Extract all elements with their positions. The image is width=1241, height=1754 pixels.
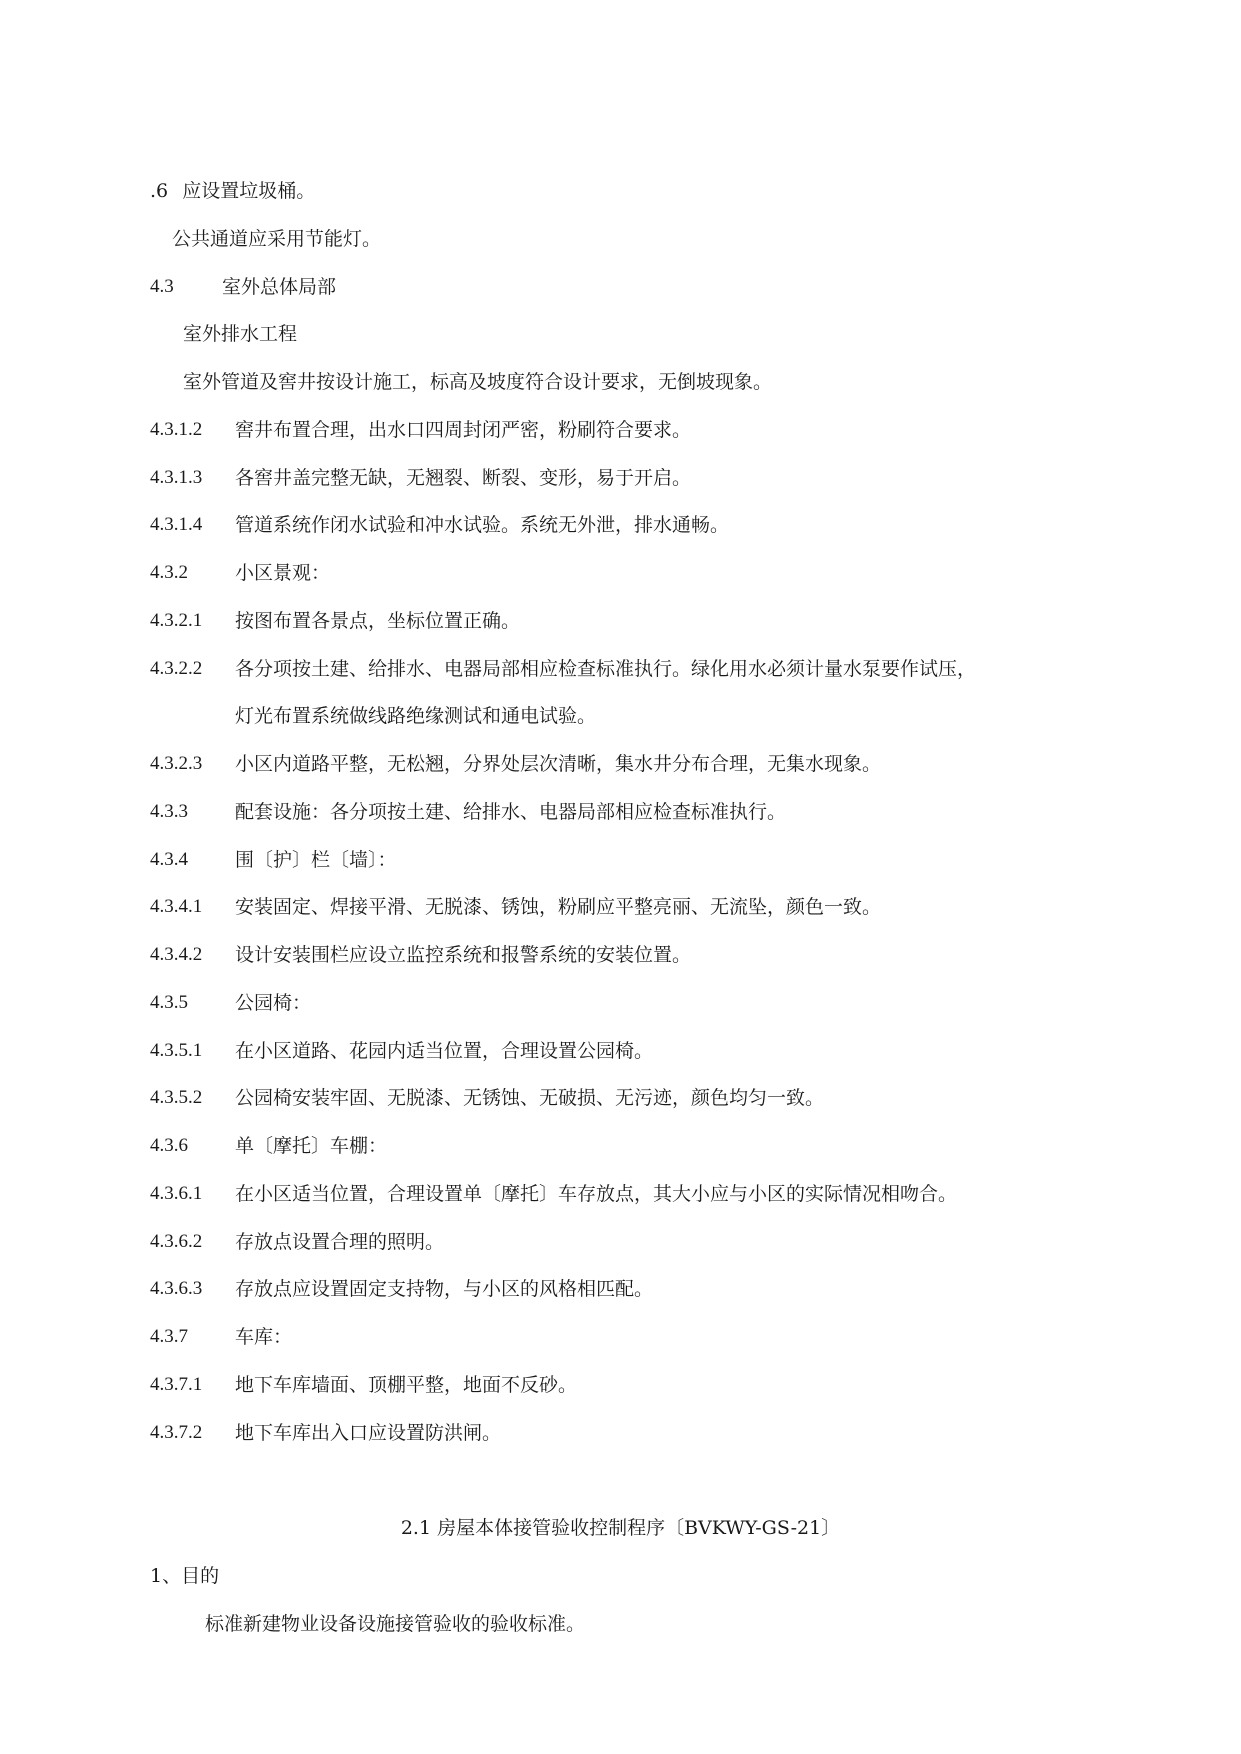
item-text: 应设置垃圾桶。 <box>182 180 316 202</box>
item-text: 按图布置各景点，坐标位置正确。 <box>235 610 521 632</box>
item-text: 小区内道路平整，无松翘，分界处层次清晰，集水井分布合理，无集水现象。 <box>235 753 882 775</box>
item-text: 配套设施：各分项按土建、给排水、电器局部相应检查标准执行。 <box>235 801 787 823</box>
item-text: 室外排水工程 <box>183 323 298 345</box>
item-number: 4.3.6.1 <box>150 1183 203 1204</box>
item-text: 公园椅： <box>235 992 312 1014</box>
section-title: 2.1 房屋本体接管验收控制程序〔BVKWY-GS-21〕 <box>400 1517 841 1539</box>
item-number: 4.3.4 <box>150 849 188 870</box>
item-text: 安装固定、焊接平滑、无脱漆、锈蚀，粉刷应平整亮丽、无流坠，颜色一致。 <box>235 896 882 918</box>
item-number: 4.3.4.2 <box>150 944 203 965</box>
item-number: 4.3.6 <box>150 1135 188 1156</box>
item-number: 4.3.1.2 <box>150 419 203 440</box>
item-text: 小区景观： <box>235 562 331 584</box>
item-text: 窖井布置合理，出水口四周封闭严密，粉刷符合要求。 <box>235 419 692 441</box>
item-number: 4.3.2.1 <box>150 610 203 631</box>
list-item <box>183 322 297 346</box>
item-number: 4.3.7 <box>150 1326 188 1347</box>
item-number: 4.3.4.1 <box>150 896 203 917</box>
item-number: 4.3.6.3 <box>150 1278 203 1299</box>
item-text: 围〔护〕栏〔墙〕： <box>235 849 397 871</box>
list-item <box>172 227 381 251</box>
item-number: 4.3.5.1 <box>150 1040 203 1061</box>
list-item <box>150 179 315 203</box>
item-number: 4.3.7.1 <box>150 1374 203 1395</box>
item-text: 公共通道应采用节能灯。 <box>172 228 382 250</box>
item-text: 存放点设置合理的照明。 <box>235 1231 445 1253</box>
item-number: 4.3.2.3 <box>150 753 203 774</box>
item-text: 存放点应设置固定支持物，与小区的风格相匹配。 <box>235 1278 654 1300</box>
list-item <box>183 370 772 394</box>
item-text: 在小区适当位置，合理设置单〔摩托〕车存放点，其大小应与小区的实际情况相吻合。 <box>235 1183 958 1205</box>
item-text: 室外管道及窖井按设计施工，标高及坡度符合设计要求，无倒坡现象。 <box>183 371 773 393</box>
item-text: 室外总体局部 <box>222 276 337 298</box>
purpose-text: 标准新建物业设备设施接管验收的验收标准。 <box>205 1613 586 1635</box>
item-number: 4.3.5.2 <box>150 1087 203 1108</box>
item-text: 车库： <box>235 1326 293 1348</box>
item-number: 4.3.1.4 <box>150 514 203 535</box>
item-number: 4.3.6.2 <box>150 1231 203 1252</box>
item-number: 4.3.2 <box>150 562 188 583</box>
item-number: 4.3.1.3 <box>150 467 203 488</box>
item-number: 4.3.7.2 <box>150 1422 203 1443</box>
item-text: 地下车库墙面、顶棚平整，地面不反砂。 <box>235 1374 578 1396</box>
item-text: 各窖井盖完整无缺，无翘裂、断裂、变形，易于开启。 <box>235 467 692 489</box>
purpose-heading: 1、目的 <box>150 1565 220 1587</box>
item-number: 4.3.3 <box>150 801 188 822</box>
item-number: 4.3.2.2 <box>150 658 203 679</box>
item-text: 地下车库出入口应设置防洪闸。 <box>235 1422 502 1444</box>
item-number: .6 <box>150 180 169 202</box>
item-number: 4.3 <box>150 276 174 297</box>
item-text: 各分项按土建、给排水、电器局部相应检查标准执行。绿化用水必须计量水泵要作试压， <box>235 658 977 680</box>
item-text: 设计安装围栏应设立监控系统和报警系统的安装位置。 <box>235 944 692 966</box>
item-number: 4.3.5 <box>150 992 188 1013</box>
item-text: 灯光布置系统做线路绝缘测试和通电试验。 <box>235 705 597 727</box>
item-text: 管道系统作闭水试验和冲水试验。系统无外泄，排水通畅。 <box>235 514 730 536</box>
item-text: 公园椅安装牢固、无脱漆、无锈蚀、无破损、无污迹，颜色均匀一致。 <box>235 1087 825 1109</box>
item-text: 在小区道路、花园内适当位置，合理设置公园椅。 <box>235 1040 654 1062</box>
item-text: 单〔摩托〕车棚： <box>235 1135 388 1157</box>
